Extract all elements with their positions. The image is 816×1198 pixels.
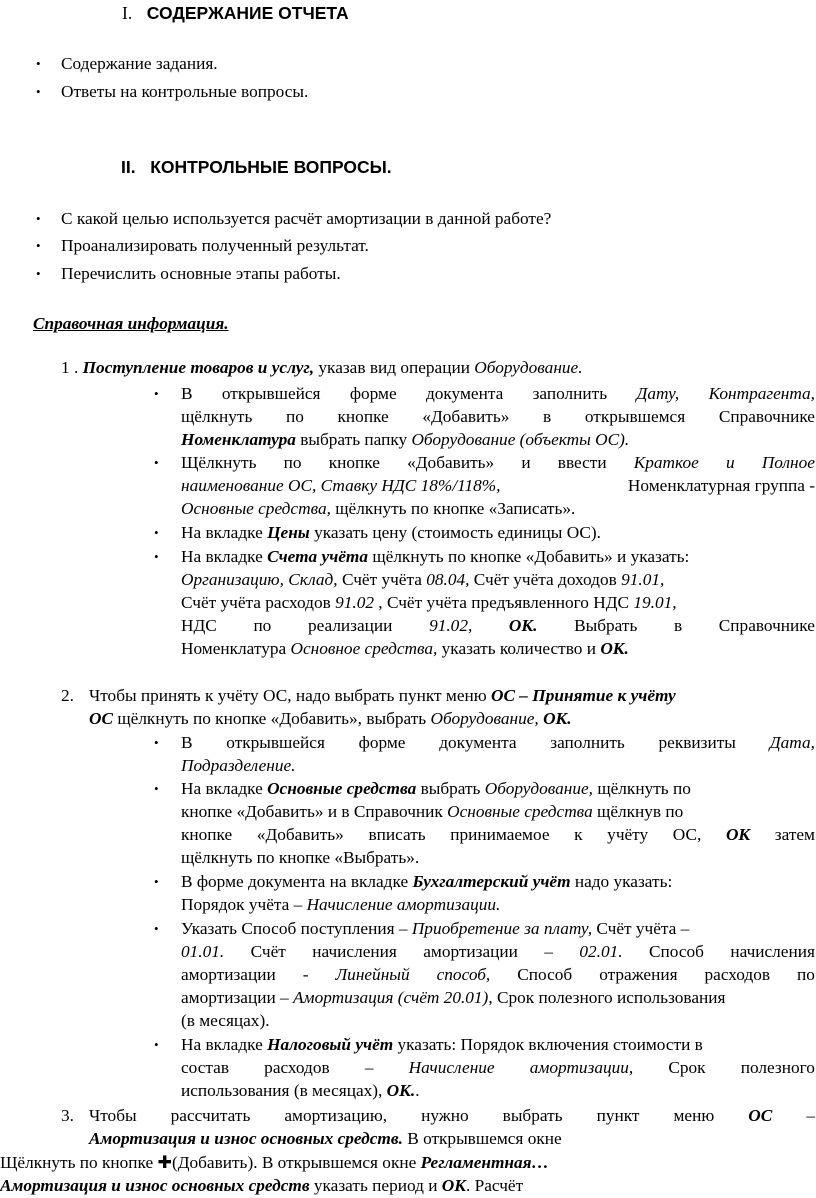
text-run: (в месяцах). <box>181 1011 270 1030</box>
text-line <box>181 846 419 870</box>
section1-numeral: I. <box>122 3 133 23</box>
text-run: Счёт <box>250 942 286 961</box>
text-line <box>181 1056 815 1080</box>
text-run: 91.02 <box>335 593 374 612</box>
text-run: Оборудование (объекты ОС). <box>411 430 630 449</box>
list-item: Проанализировать полученный результат. <box>61 236 369 255</box>
list-item: Содержание задания. <box>61 54 218 73</box>
text-run: затем <box>774 825 815 844</box>
text-run: На вкладке <box>181 1035 268 1054</box>
text-run: заполнить <box>532 384 608 403</box>
text-run: по <box>253 616 272 635</box>
text-run: 91.01, <box>621 570 665 589</box>
text-run: Счета учёта <box>267 547 369 566</box>
text-run: Регламентная… <box>420 1153 549 1172</box>
text-run: вписать <box>368 825 426 844</box>
bullet-icon: • <box>154 386 159 401</box>
text-run: нужно <box>421 1106 469 1125</box>
list-item: Ответы на контрольные вопросы. <box>61 82 309 101</box>
text-run: реализации <box>307 616 393 635</box>
text-line <box>181 731 815 755</box>
text-run: Справочнике <box>718 616 815 635</box>
text-run: ОС – Принятие к учёту <box>490 686 676 705</box>
text-run: пункт <box>596 1106 640 1125</box>
text-run: ввести <box>557 453 607 472</box>
plus-icon: ✚ <box>157 1153 172 1173</box>
bullet-icon: • <box>154 1037 159 1052</box>
text-run: открывшейся <box>226 733 325 752</box>
text-run: Счёт учёта доходов <box>469 570 622 589</box>
text-run: 91.02, <box>429 616 473 635</box>
text-run: . <box>415 1081 420 1100</box>
text-run: кнопке <box>181 825 233 844</box>
text-line <box>181 405 815 429</box>
text-run: ОК. <box>600 639 629 658</box>
text-run: по <box>283 453 302 472</box>
text-run: указать цену (стоимость единицы ОС). <box>309 523 601 542</box>
text-run: 19.01, <box>633 593 677 612</box>
text-run: Краткое <box>633 453 699 472</box>
text-run: «Добавить» <box>256 825 344 844</box>
bullet-icon: • <box>154 455 159 470</box>
text-run: 08.04, <box>426 570 470 589</box>
text-line <box>181 1079 420 1103</box>
text-run: начисления <box>730 942 815 961</box>
text-run: , Счёт учёта предъявленного НДС <box>373 593 634 612</box>
section2-numeral: II. <box>121 157 136 177</box>
text-line <box>181 497 575 521</box>
bullet-icon: • <box>154 549 159 564</box>
bullet-icon: • <box>36 211 41 226</box>
step2-number: 2. <box>61 686 74 705</box>
text-run: кнопке <box>328 453 380 472</box>
text-run: Основное средства, <box>290 639 438 658</box>
text-run: Оборудование, <box>484 779 593 798</box>
text-run: по <box>285 407 304 426</box>
text-line <box>181 451 815 475</box>
text-run: ОК. <box>508 616 538 635</box>
text-run: щёлкнуть <box>181 407 253 426</box>
text-run: – <box>364 1058 374 1077</box>
text-run: выбрать <box>416 779 485 798</box>
text-run: Щёлкнуть <box>181 453 257 472</box>
text-run: Амортизация (счёт 20.01) <box>292 988 489 1007</box>
text-run: ОК <box>441 1176 466 1195</box>
text-run: меню <box>673 1106 715 1125</box>
text-run: в <box>673 616 683 635</box>
step1-heading <box>61 356 583 380</box>
text-line <box>181 963 815 987</box>
text-run: ОК <box>725 825 751 844</box>
text-run: состав <box>181 1058 230 1077</box>
text-run: заполнить <box>550 733 625 752</box>
section1-heading <box>122 3 349 24</box>
text-run: На вкладке <box>181 523 268 542</box>
text-run: щёлкнув по <box>592 802 684 821</box>
text-run: выбрать <box>502 1106 563 1125</box>
text-run: НДС <box>181 616 217 635</box>
text-run: выбрать папку <box>295 430 412 449</box>
text-run: , Срок полезного использования <box>488 988 726 1007</box>
text-run: Порядок учёта – <box>181 895 307 914</box>
text-run: отражения <box>599 965 678 984</box>
text-line <box>181 754 295 778</box>
bullet-icon: • <box>36 238 41 253</box>
text-run: Счёт учёта расходов <box>181 593 336 612</box>
text-run: Указать Способ поступления – <box>181 919 412 938</box>
text-run: ОК. <box>386 1081 416 1100</box>
text-run: ОС <box>89 709 114 728</box>
text-line <box>181 428 629 452</box>
text-run: к <box>574 825 583 844</box>
text-run: в <box>543 407 552 426</box>
text-line <box>89 1127 562 1151</box>
reference-title: Справочная информация. <box>33 314 229 333</box>
bullet-icon: • <box>36 56 41 71</box>
text-run: Полное <box>761 453 815 472</box>
text-run: Основные средства, <box>181 499 331 518</box>
text-run: щёлкнуть по <box>593 779 691 798</box>
text-run: Срок <box>668 1058 706 1077</box>
text-line <box>89 707 572 731</box>
text-run: Дата, <box>769 733 815 752</box>
bullet-icon: • <box>36 266 41 281</box>
text-run: Налоговый учёт <box>267 1035 394 1054</box>
text-run: указать период и <box>309 1176 442 1195</box>
section1-title: СОДЕРЖАНИЕ ОТЧЕТА <box>146 3 349 23</box>
text-line <box>181 870 672 894</box>
text-run: надо указать: <box>570 872 673 891</box>
text-run: форме <box>349 384 397 403</box>
text-run: открывшемся <box>584 407 686 426</box>
bullet-icon: • <box>154 874 159 889</box>
text-run: 02.01. <box>579 942 623 961</box>
text-run: указать: Порядок включения стоимости в <box>393 1035 703 1054</box>
text-run: кнопке «Добавить» и в Справочник <box>181 802 448 821</box>
text-run: Справочнике <box>718 407 815 426</box>
text-line <box>181 382 815 406</box>
bullet-icon: • <box>154 525 159 540</box>
text-run: – <box>806 1106 815 1125</box>
text-run: Способ <box>648 942 704 961</box>
text-run: На вкладке <box>181 779 268 798</box>
text-run: В <box>181 384 193 403</box>
text-run: и <box>521 453 531 472</box>
bullet-icon: • <box>154 735 159 750</box>
text-line <box>181 521 601 545</box>
text-run: Основные средства <box>447 802 593 821</box>
text-line <box>89 684 676 708</box>
text-run: - <box>302 965 309 984</box>
text-run: начисления <box>312 942 397 961</box>
text-run: документа <box>439 733 517 752</box>
text-line <box>181 986 725 1010</box>
text-line <box>181 893 500 917</box>
text-run: амортизации – <box>181 988 293 1007</box>
text-run: Дату, <box>636 384 680 403</box>
text-line <box>181 940 815 964</box>
text-run: амортизацию, <box>284 1106 388 1125</box>
text-line <box>181 591 677 615</box>
step1-it1: Оборудование. <box>474 358 583 377</box>
text-run: ОС <box>748 1106 773 1125</box>
text-run: кнопке <box>337 407 389 426</box>
text-run: В <box>181 733 193 752</box>
text-run: амортизации <box>181 965 276 984</box>
list-item: Перечислить основные этапы работы. <box>61 264 341 283</box>
text-run: Чтобы принять к учёту ОС, надо выбрать пункт меню <box>89 686 491 705</box>
text-run: На вкладке <box>181 547 268 566</box>
text-line <box>0 1174 523 1198</box>
text-line <box>181 568 664 592</box>
bullet-icon: • <box>154 921 159 936</box>
text-run: Начисление амортизации. <box>306 895 501 914</box>
section2-title: КОНТРОЛЬНЫЕ ВОПРОСЫ. <box>150 157 392 177</box>
text-run: указать количество и <box>437 639 601 658</box>
text-run: учёту <box>607 825 649 844</box>
text-run: В форме документа на вкладке <box>181 872 413 891</box>
text-run: расходов <box>704 965 771 984</box>
text-run: Номенклатурная группа - <box>627 476 815 495</box>
step1-bi: Поступление товаров и услуг, <box>82 358 315 377</box>
text-run: Линейный <box>335 965 410 984</box>
text-run: способ, <box>436 965 491 984</box>
text-line <box>181 474 815 498</box>
text-run: Чтобы <box>89 1106 137 1125</box>
step1-t1: указав вид операции <box>314 358 475 377</box>
text-run: Номенклатура <box>181 639 291 658</box>
text-run: документа <box>425 384 504 403</box>
text-run: Приобретение за плату, <box>411 919 593 938</box>
text-run: расходов <box>264 1058 330 1077</box>
text-run: реквизиты <box>658 733 736 752</box>
text-run: Подразделение. <box>181 756 296 775</box>
bullet-icon: • <box>36 84 41 99</box>
text-run: Организацию, Склад, <box>181 570 338 589</box>
text-run: щёлкнуть по кнопке «Записать». <box>330 499 576 518</box>
text-line <box>181 917 689 941</box>
text-line <box>181 614 815 638</box>
text-run: Способ <box>517 965 573 984</box>
text-run: – <box>544 942 553 961</box>
text-run: форме <box>358 733 406 752</box>
text-run: . Расчёт <box>465 1176 524 1195</box>
step1-num: 1 . <box>61 358 83 377</box>
text-run: ОК. <box>538 709 572 728</box>
text-run: Оборудование, <box>430 709 539 728</box>
section2-heading <box>121 157 392 178</box>
text-run: Амортизация и износ основных средств <box>0 1176 310 1195</box>
text-run: и <box>725 453 735 472</box>
text-line <box>181 1009 270 1033</box>
text-run: «Добавить» <box>422 407 510 426</box>
text-run: щёлкнуть по кнопке «Добавить», выбрать <box>113 709 431 728</box>
list-item: С какой целью используется расчёт амортизации в данной работе? <box>61 209 552 228</box>
text-line <box>181 545 689 569</box>
text-line <box>181 777 691 801</box>
text-run: использования (в месяцах), <box>181 1081 387 1100</box>
text-run: рассчитать <box>170 1106 251 1125</box>
bullet-icon: • <box>154 781 159 796</box>
text-line <box>89 1104 815 1128</box>
text-run: по <box>797 965 815 984</box>
text-run: щёлкнуть по кнопке «Добавить» и указать: <box>368 547 690 566</box>
text-run: Амортизация и износ основных средств. <box>89 1129 403 1148</box>
text-run: щёлкнуть по кнопке «Выбрать». <box>181 848 420 867</box>
text-run: «Добавить» <box>407 453 495 472</box>
text-line <box>181 1033 703 1057</box>
text-run: Щёлкнуть по кнопке <box>0 1153 158 1172</box>
text-run: Номенклатура <box>181 430 296 449</box>
text-line <box>181 800 683 824</box>
text-line <box>0 1151 549 1175</box>
text-line <box>181 823 815 847</box>
text-run: Бухгалтерский учёт <box>412 872 571 891</box>
text-run: амортизации <box>423 942 518 961</box>
text-run: амортизации, <box>529 1058 634 1077</box>
text-line <box>181 637 629 661</box>
text-run: (Добавить). В открывшемся окне <box>171 1153 421 1172</box>
text-run: Счёт учёта <box>337 570 427 589</box>
text-run: принимаемое <box>450 825 550 844</box>
text-run: 01.01. <box>181 942 225 961</box>
text-run: Цены <box>267 523 310 542</box>
text-run: Выбрать <box>574 616 638 635</box>
text-run: Счёт учёта – <box>592 919 690 938</box>
text-run: наименование ОС, Ставку НДС 18%/118%, <box>181 476 501 495</box>
text-run: ОС, <box>672 825 702 844</box>
text-run: полезного <box>740 1058 815 1077</box>
text-run: Контрагента, <box>708 384 815 403</box>
text-run: открывшейся <box>221 384 321 403</box>
text-run: Начисление <box>408 1058 495 1077</box>
text-run: В открывшемся окне <box>402 1129 562 1148</box>
text-run: Основные средства <box>267 779 417 798</box>
step3-number: 3. <box>61 1106 74 1125</box>
